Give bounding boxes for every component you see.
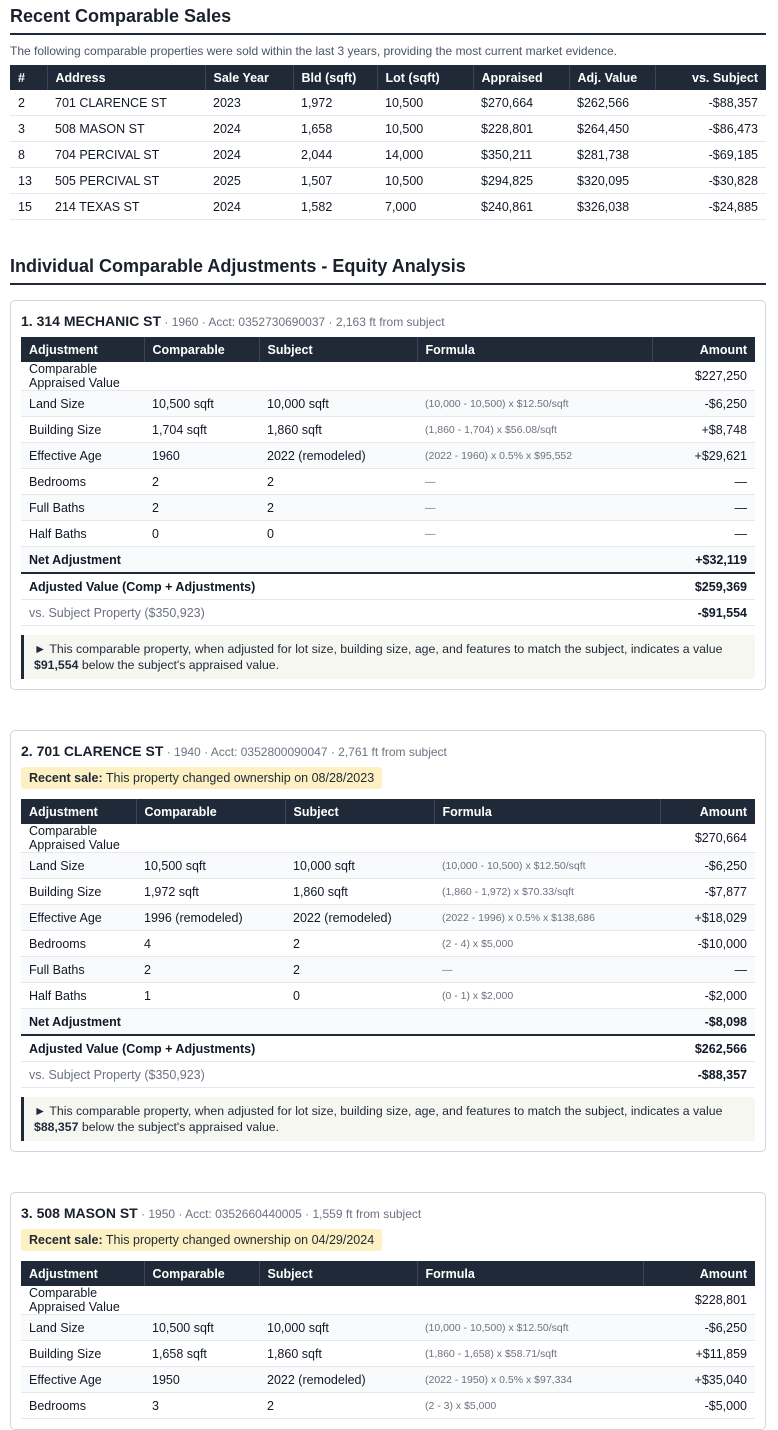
adjustment-cell: 2 xyxy=(285,931,434,957)
adjustment-cell: 10,000 sqft xyxy=(259,1315,417,1341)
adjustment-cell: (2022 - 1996) x 0.5% x $138,686 xyxy=(434,905,660,931)
adjustment-row xyxy=(21,495,755,521)
adjustment-cell xyxy=(417,1286,643,1315)
adjustment-cell: 10,500 sqft xyxy=(144,1315,259,1341)
adjustment-cell: Bedrooms xyxy=(21,1393,144,1419)
sales-table-cell: 508 MASON ST xyxy=(47,116,205,142)
adjustment-cell: (2 - 3) x $5,000 xyxy=(417,1393,643,1419)
adjustment-column-header: Subject xyxy=(285,799,434,824)
sales-column-header: # xyxy=(10,65,47,90)
note-amount: $91,554 xyxy=(34,658,79,672)
adjusted-value-row-amount: $262,566 xyxy=(660,1035,755,1062)
sales-table-cell: 2024 xyxy=(205,116,293,142)
adjustment-cell: 1,860 sqft xyxy=(285,879,434,905)
vs-subject-row xyxy=(21,1062,755,1088)
comparable-note xyxy=(21,635,755,679)
adjustment-cell xyxy=(285,824,434,853)
adjustment-cell: -$6,250 xyxy=(660,853,755,879)
vs-subject-row-label: vs. Subject Property ($350,923) xyxy=(21,1062,660,1088)
net-adjustment-row xyxy=(21,1009,755,1036)
vs-subject-row-amount: -$88,357 xyxy=(660,1062,755,1088)
sales-table-cell: 1,582 xyxy=(293,194,377,220)
adjustment-column-header: Subject xyxy=(259,1261,417,1286)
sales-column-header: vs. Subject xyxy=(655,65,766,90)
adjustment-cell: 1,972 sqft xyxy=(136,879,285,905)
adjustment-table xyxy=(21,337,755,626)
sales-column-header: Bld (sqft) xyxy=(293,65,377,90)
adjustment-cell xyxy=(144,362,259,391)
comparable-card-heading xyxy=(21,313,755,329)
sales-table-cell: 13 xyxy=(10,168,47,194)
adjustment-row xyxy=(21,1393,755,1419)
adjustment-cell: (1,860 - 1,658) x $58.71/sqft xyxy=(417,1341,643,1367)
adjustment-row xyxy=(21,469,755,495)
adjustment-cell: (2022 - 1960) x 0.5% x $95,552 xyxy=(417,443,652,469)
comparable-meta: · 1940 · Acct: 0352800090047 · 2,761 ft from subject xyxy=(163,745,447,759)
adjustment-cell xyxy=(417,362,652,391)
recent-sales-table xyxy=(10,65,766,220)
sales-table-cell: $320,095 xyxy=(569,168,655,194)
adjustment-cell: Land Size xyxy=(21,1315,144,1341)
sales-table-cell: $264,450 xyxy=(569,116,655,142)
equity-analysis-title: Individual Comparable Adjustments - Equity Analysis xyxy=(10,256,766,285)
adjustment-column-header: Adjustment xyxy=(21,799,136,824)
comparable-card-heading xyxy=(21,1205,755,1221)
adjustment-cell: (1,860 - 1,704) x $56.08/sqft xyxy=(417,417,652,443)
note-suffix: below the subject's appraised value. xyxy=(78,658,280,672)
sales-table-cell: -$86,473 xyxy=(655,116,766,142)
recent-sale-label: Recent sale: xyxy=(29,1233,103,1247)
comparable-card xyxy=(10,300,766,690)
sales-table-cell: 2024 xyxy=(205,194,293,220)
adjustment-cell: Building Size xyxy=(21,1341,144,1367)
adjustment-cell: — xyxy=(417,495,652,521)
sales-table-cell: $294,825 xyxy=(473,168,569,194)
comparable-card xyxy=(10,1192,766,1430)
adjustment-cell: +$8,748 xyxy=(652,417,755,443)
adjustment-cell: +$35,040 xyxy=(643,1367,755,1393)
adjustment-cell: Land Size xyxy=(21,391,144,417)
adjustment-column-header: Formula xyxy=(417,1261,643,1286)
adjustment-cell: 1950 xyxy=(144,1367,259,1393)
adjustment-cell: Full Baths xyxy=(21,957,136,983)
adjustment-column-header: Formula xyxy=(417,337,652,362)
sales-table-row xyxy=(10,116,766,142)
adjustment-cell: — xyxy=(660,957,755,983)
vs-subject-row-label: vs. Subject Property ($350,923) xyxy=(21,600,652,626)
adjustment-row xyxy=(21,931,755,957)
sales-table-cell: 10,500 xyxy=(377,168,473,194)
adjustment-row xyxy=(21,362,755,391)
net-adjustment-row-label: Net Adjustment xyxy=(21,547,652,574)
adjustment-cell: 1,704 sqft xyxy=(144,417,259,443)
adjustment-cell: +$29,621 xyxy=(652,443,755,469)
adjustment-cell: 1996 (remodeled) xyxy=(136,905,285,931)
adjustment-cell: Effective Age xyxy=(21,1367,144,1393)
adjustment-cell: 2 xyxy=(259,1393,417,1419)
adjustment-column-header: Subject xyxy=(259,337,417,362)
adjustment-cell: Land Size xyxy=(21,853,136,879)
adjustment-cell: — xyxy=(417,521,652,547)
comparable-cards xyxy=(10,300,766,1430)
comparable-card xyxy=(10,730,766,1152)
adjustment-cell: Comparable Appraised Value xyxy=(21,824,136,853)
comparable-card-heading xyxy=(21,743,755,759)
adjustment-cell: 3 xyxy=(144,1393,259,1419)
adjustment-cell: $228,801 xyxy=(643,1286,755,1315)
sales-table-row xyxy=(10,194,766,220)
adjustment-row xyxy=(21,391,755,417)
adjustment-row xyxy=(21,853,755,879)
comparable-address: 1. 314 MECHANIC ST xyxy=(21,313,162,329)
adjustment-cell: — xyxy=(652,469,755,495)
adjustment-header-row xyxy=(21,337,755,362)
comparable-address: 2. 701 CLARENCE ST xyxy=(21,743,164,759)
recent-sale-badge xyxy=(21,1229,382,1251)
sales-table-cell: 3 xyxy=(10,116,47,142)
sales-table-cell: 7,000 xyxy=(377,194,473,220)
adjustment-table xyxy=(21,1261,755,1419)
net-adjustment-row-amount: -$8,098 xyxy=(660,1009,755,1036)
sales-table-cell: 704 PERCIVAL ST xyxy=(47,142,205,168)
adjustment-row xyxy=(21,1367,755,1393)
adjustment-cell: 0 xyxy=(285,983,434,1009)
adjustment-cell: +$18,029 xyxy=(660,905,755,931)
adjustment-cell: 2 xyxy=(144,469,259,495)
adjustment-cell: (2 - 4) x $5,000 xyxy=(434,931,660,957)
sales-table-cell: -$24,885 xyxy=(655,194,766,220)
sales-column-header: Lot (sqft) xyxy=(377,65,473,90)
sales-table-cell: 214 TEXAS ST xyxy=(47,194,205,220)
adjustment-cell xyxy=(434,824,660,853)
adjustment-cell: Half Baths xyxy=(21,521,144,547)
sales-table-cell: $240,861 xyxy=(473,194,569,220)
adjustment-cell: Building Size xyxy=(21,417,144,443)
sales-table-cell: 1,658 xyxy=(293,116,377,142)
comparable-note xyxy=(21,1097,755,1141)
adjustment-cell: 10,500 sqft xyxy=(144,391,259,417)
adjusted-value-row-label: Adjusted Value (Comp + Adjustments) xyxy=(21,573,652,600)
adjustment-row xyxy=(21,879,755,905)
adjustment-cell: (10,000 - 10,500) x $12.50/sqft xyxy=(417,1315,643,1341)
adjustment-row xyxy=(21,417,755,443)
adjustment-cell: 2 xyxy=(136,957,285,983)
sales-table-cell: $350,211 xyxy=(473,142,569,168)
sales-table-cell: -$88,357 xyxy=(655,90,766,116)
recent-sale-badge xyxy=(21,767,382,789)
adjustment-cell: 1960 xyxy=(144,443,259,469)
adjustment-cell: -$6,250 xyxy=(652,391,755,417)
adjustment-cell: — xyxy=(652,495,755,521)
sales-table-cell: 2025 xyxy=(205,168,293,194)
sales-column-header: Address xyxy=(47,65,205,90)
adjustment-cell: 2 xyxy=(285,957,434,983)
net-adjustment-row-amount: +$32,119 xyxy=(652,547,755,574)
adjustment-column-header: Amount xyxy=(643,1261,755,1286)
adjustment-cell: 2 xyxy=(144,495,259,521)
adjustment-cell: +$11,859 xyxy=(643,1341,755,1367)
adjustment-row xyxy=(21,1341,755,1367)
sales-table-cell: 701 CLARENCE ST xyxy=(47,90,205,116)
sales-table-cell: 10,500 xyxy=(377,116,473,142)
adjustment-cell: 1,860 sqft xyxy=(259,417,417,443)
adjustment-cell xyxy=(144,1286,259,1315)
adjustment-cell xyxy=(259,362,417,391)
adjustment-cell: 2022 (remodeled) xyxy=(285,905,434,931)
adjustment-cell: — xyxy=(417,469,652,495)
adjustment-row xyxy=(21,1315,755,1341)
sales-table-cell: 10,500 xyxy=(377,90,473,116)
adjustment-cell: — xyxy=(652,521,755,547)
sales-table-cell: 1,507 xyxy=(293,168,377,194)
adjustment-column-header: Comparable xyxy=(136,799,285,824)
adjustment-cell: — xyxy=(434,957,660,983)
adjustment-cell: Bedrooms xyxy=(21,469,144,495)
adjustment-cell: -$7,877 xyxy=(660,879,755,905)
adjustment-cell: 0 xyxy=(144,521,259,547)
net-adjustment-row xyxy=(21,547,755,574)
comparable-meta: · 1960 · Acct: 0352730690037 · 2,163 ft from subject xyxy=(161,315,445,329)
adjustment-column-header: Amount xyxy=(660,799,755,824)
vs-subject-row-amount: -$91,554 xyxy=(652,600,755,626)
adjustment-cell: 10,000 sqft xyxy=(259,391,417,417)
sales-table-cell: 505 PERCIVAL ST xyxy=(47,168,205,194)
adjustment-cell: (0 - 1) x $2,000 xyxy=(434,983,660,1009)
adjustment-cell: 2 xyxy=(259,469,417,495)
adjustment-cell: Effective Age xyxy=(21,905,136,931)
adjustment-column-header: Comparable xyxy=(144,337,259,362)
adjustment-cell: (2022 - 1950) x 0.5% x $97,334 xyxy=(417,1367,643,1393)
adjustment-column-header: Adjustment xyxy=(21,1261,144,1286)
vs-subject-row xyxy=(21,600,755,626)
adjustment-cell: 2022 (remodeled) xyxy=(259,1367,417,1393)
sales-table-cell: 2,044 xyxy=(293,142,377,168)
adjustment-cell: -$2,000 xyxy=(660,983,755,1009)
adjustment-cell: -$5,000 xyxy=(643,1393,755,1419)
sales-table-cell: 2024 xyxy=(205,142,293,168)
recent-sale-text: This property changed ownership on 04/29/2024 xyxy=(105,1233,375,1247)
sales-table-row xyxy=(10,142,766,168)
sales-header-row xyxy=(10,65,766,90)
adjustment-cell: Full Baths xyxy=(21,495,144,521)
comparable-address: 3. 508 MASON ST xyxy=(21,1205,138,1221)
adjustment-cell: 2 xyxy=(259,495,417,521)
adjustment-row xyxy=(21,983,755,1009)
adjustment-row xyxy=(21,905,755,931)
adjustment-table xyxy=(21,799,755,1088)
sales-table-cell: 8 xyxy=(10,142,47,168)
sales-table-cell: -$69,185 xyxy=(655,142,766,168)
adjustment-row xyxy=(21,1286,755,1315)
sales-table-cell: $228,801 xyxy=(473,116,569,142)
adjustment-cell: 4 xyxy=(136,931,285,957)
recent-sale-label: Recent sale: xyxy=(29,771,103,785)
adjusted-value-row-label: Adjusted Value (Comp + Adjustments) xyxy=(21,1035,660,1062)
recent-sales-title: Recent Comparable Sales xyxy=(10,6,766,35)
sales-table-cell: 1,972 xyxy=(293,90,377,116)
net-adjustment-row-label: Net Adjustment xyxy=(21,1009,660,1036)
sales-table-row xyxy=(10,168,766,194)
adjustment-cell: 10,500 sqft xyxy=(136,853,285,879)
sales-table-cell: 2023 xyxy=(205,90,293,116)
sales-table-cell: $281,738 xyxy=(569,142,655,168)
adjustment-cell: 1,860 sqft xyxy=(259,1341,417,1367)
adjustment-cell: (10,000 - 10,500) x $12.50/sqft xyxy=(417,391,652,417)
adjustment-cell: Effective Age xyxy=(21,443,144,469)
note-prefix: ► This comparable property, when adjusted for lot size, building size, age, and features to match the subject, indicates a value xyxy=(34,642,723,656)
adjustment-cell: -$10,000 xyxy=(660,931,755,957)
adjustment-cell: 1 xyxy=(136,983,285,1009)
adjustment-cell: Bedrooms xyxy=(21,931,136,957)
adjusted-value-row xyxy=(21,573,755,600)
adjustment-cell: $270,664 xyxy=(660,824,755,853)
adjustment-column-header: Amount xyxy=(652,337,755,362)
adjustment-header-row xyxy=(21,1261,755,1286)
adjustment-row xyxy=(21,443,755,469)
recent-sale-text: This property changed ownership on 08/28/2023 xyxy=(105,771,375,785)
adjustment-cell: Building Size xyxy=(21,879,136,905)
adjustment-cell: Comparable Appraised Value xyxy=(21,362,144,391)
sales-table-cell: $270,664 xyxy=(473,90,569,116)
sales-table-cell: -$30,828 xyxy=(655,168,766,194)
note-prefix: ► This comparable property, when adjusted for lot size, building size, age, and features to match the subject, indicates a value xyxy=(34,1104,723,1118)
adjustment-cell: -$6,250 xyxy=(643,1315,755,1341)
sales-table-cell: 15 xyxy=(10,194,47,220)
adjustment-cell: Comparable Appraised Value xyxy=(21,1286,144,1315)
adjustment-row xyxy=(21,824,755,853)
adjustment-column-header: Formula xyxy=(434,799,660,824)
adjustment-cell: Half Baths xyxy=(21,983,136,1009)
adjustment-cell: (10,000 - 10,500) x $12.50/sqft xyxy=(434,853,660,879)
sales-table-cell: 2 xyxy=(10,90,47,116)
sales-table-cell: $262,566 xyxy=(569,90,655,116)
note-amount: $88,357 xyxy=(34,1120,79,1134)
adjustment-column-header: Adjustment xyxy=(21,337,144,362)
adjustment-cell: $227,250 xyxy=(652,362,755,391)
comparable-meta: · 1950 · Acct: 0352660440005 · 1,559 ft from subject xyxy=(137,1207,422,1221)
adjusted-value-row-amount: $259,369 xyxy=(652,573,755,600)
sales-table-cell: $326,038 xyxy=(569,194,655,220)
sales-table-row xyxy=(10,90,766,116)
adjusted-value-row xyxy=(21,1035,755,1062)
adjustment-cell: 1,658 sqft xyxy=(144,1341,259,1367)
recent-sales-intro: The following comparable properties were sold within the last 3 years, providing the most current market evidence. xyxy=(10,44,617,58)
sales-column-header: Sale Year xyxy=(205,65,293,90)
adjustment-row xyxy=(21,521,755,547)
adjustment-row xyxy=(21,957,755,983)
note-suffix: below the subject's appraised value. xyxy=(78,1120,280,1134)
sales-table-cell: 14,000 xyxy=(377,142,473,168)
adjustment-cell: 10,000 sqft xyxy=(285,853,434,879)
adjustment-cell: 2022 (remodeled) xyxy=(259,443,417,469)
adjustment-cell: 0 xyxy=(259,521,417,547)
sales-body xyxy=(10,90,766,220)
adjustment-column-header: Comparable xyxy=(144,1261,259,1286)
sales-column-header: Appraised xyxy=(473,65,569,90)
adjustment-cell: (1,860 - 1,972) x $70.33/sqft xyxy=(434,879,660,905)
sales-column-header: Adj. Value xyxy=(569,65,655,90)
adjustment-cell xyxy=(259,1286,417,1315)
adjustment-cell xyxy=(136,824,285,853)
adjustment-header-row xyxy=(21,799,755,824)
